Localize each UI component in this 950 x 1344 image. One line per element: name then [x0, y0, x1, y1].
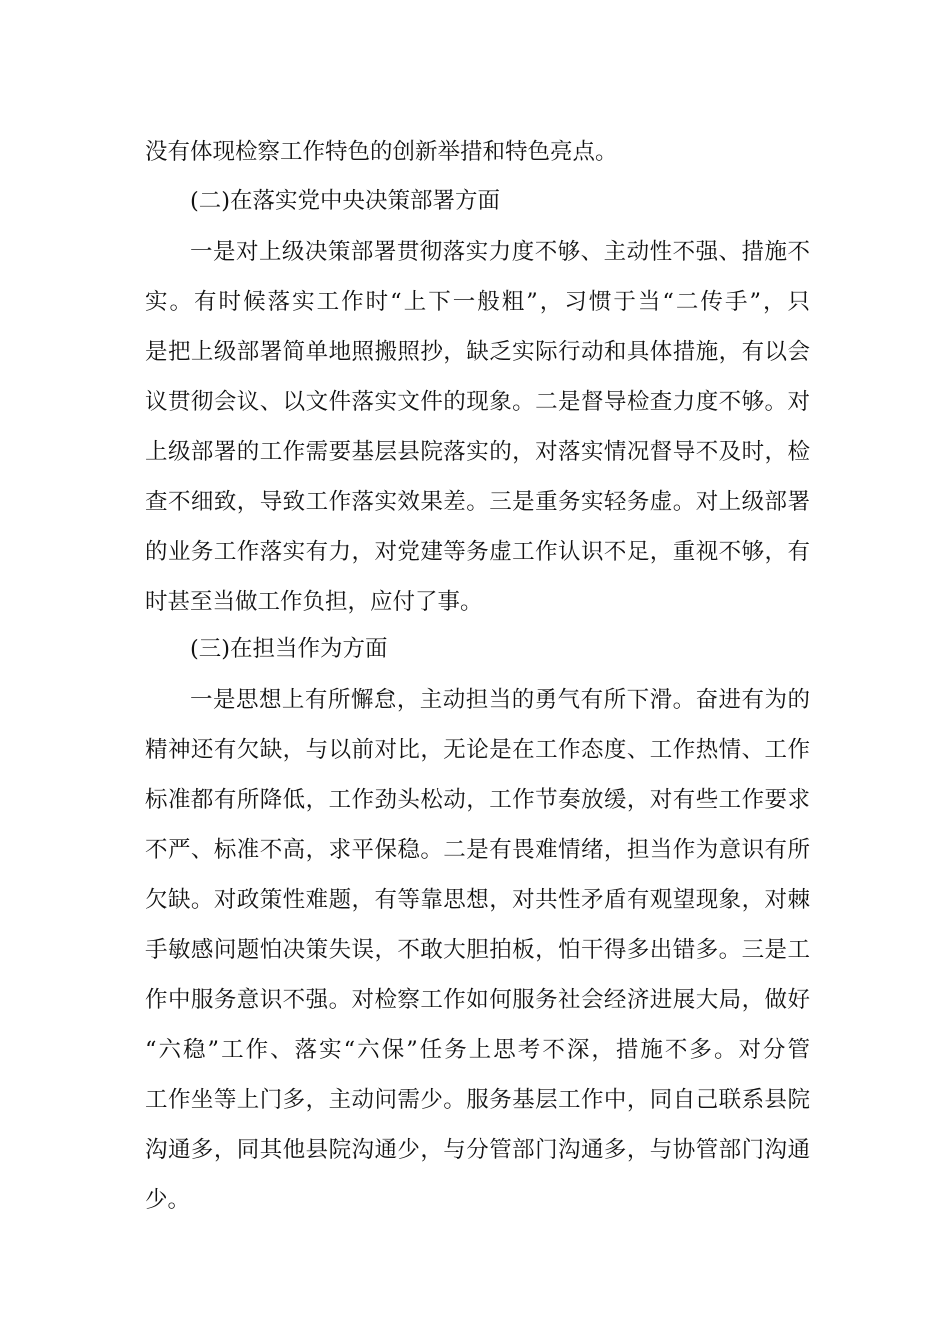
paragraph-line: 没有体现检察工作特色的创新举措和特色亮点。: [145, 139, 618, 165]
paragraph-line: 少。: [145, 1187, 191, 1213]
paragraph-line: 一是对上级决策部署贯彻落实力度不够、主动性不强、措施不: [190, 239, 810, 265]
paragraph-line: 是把上级部署简单地照搬照抄，缺乏实际行动和具体措施，有以会: [145, 339, 810, 365]
paragraph-line: 查不细致，导致工作落实效果差。三是重务实轻务虚。对上级部署: [145, 489, 810, 515]
paragraph-line: 精神还有欠缺，与以前对比，无论是在工作态度、工作热情、工作: [145, 737, 810, 763]
paragraph-line: 作中服务意识不强。对检察工作如何服务社会经济进展大局，做好: [145, 987, 810, 1013]
paragraph-line: 一是思想上有所懈怠，主动担当的勇气有所下滑。奋进有为的: [190, 687, 810, 713]
paragraph-line: 上级部署的工作需要基层县院落实的，对落实情况督导不及时，检: [145, 439, 810, 465]
paragraph-line: 标准都有所降低，工作劲头松动，工作节奏放缓，对有些工作要求: [145, 787, 810, 813]
paragraph-line: 不严、标准不高，求平保稳。二是有畏难情绪，担当作为意识有所: [145, 837, 810, 863]
section-heading: (二)在落实党中央决策部署方面: [190, 188, 501, 214]
paragraph-line: 欠缺。对政策性难题，有等靠思想，对共性矛盾有观望现象，对棘: [145, 887, 810, 913]
paragraph-line: 手敏感问题怕决策失误，不敢大胆拍板，怕干得多出错多。三是工: [145, 937, 810, 963]
paragraph-line: 沟通多，同其他县院沟通少，与分管部门沟通多，与协管部门沟通: [145, 1137, 810, 1163]
paragraph-line: 时甚至当做工作负担，应付了事。: [145, 589, 483, 615]
paragraph-line: 实。有时候落实工作时“上下一般粗”，习惯于当“二传手”，只: [145, 289, 810, 315]
section-heading: (三)在担当作为方面: [190, 636, 388, 662]
paragraph-line: “六稳”工作、落实“六保”任务上思考不深，措施不多。对分管: [145, 1037, 810, 1063]
paragraph-line: 的业务工作落实有力，对党建等务虚工作认识不足，重视不够，有: [145, 539, 810, 565]
paragraph-line: 议贯彻会议、以文件落实文件的现象。二是督导检查力度不够。对: [145, 389, 810, 415]
paragraph-line: 工作坐等上门多，主动问需少。服务基层工作中，同自己联系县院: [145, 1087, 810, 1113]
